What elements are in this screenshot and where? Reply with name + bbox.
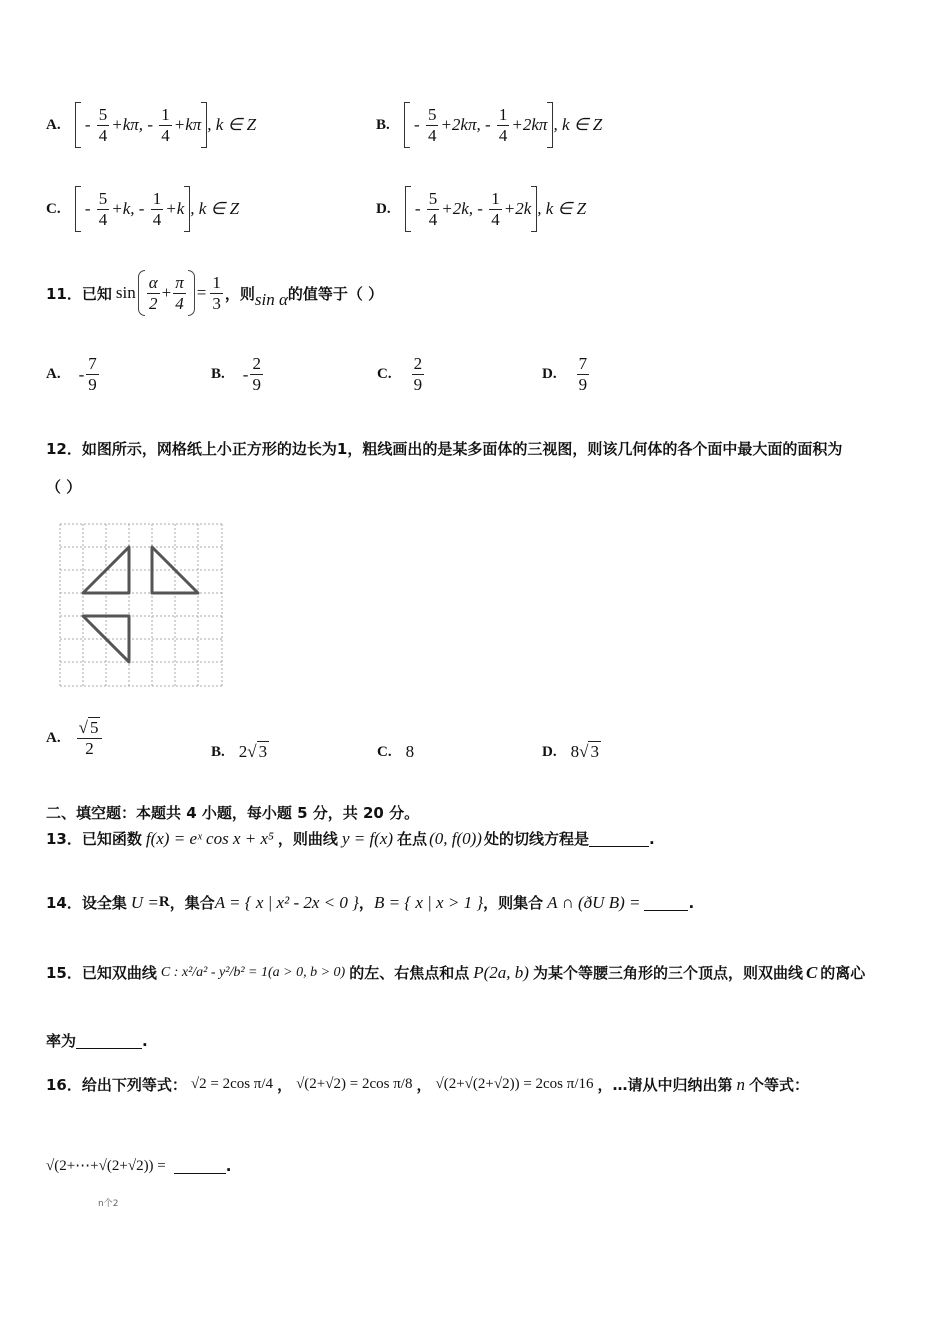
q14-prefix: 14．设全集 [46,894,127,912]
q10-option-b[interactable]: B. - $\frac{5}{4}$ +2kπ, - $\frac{1}{4}$ +2kπ , k ∈ Z [376,102,602,148]
frac-den: 2 [148,293,158,313]
equals: = [196,283,207,302]
radicand: 5 [89,718,99,737]
frac-num: 5 [428,188,438,208]
q13-prefix: 13．已知函数 [46,830,142,848]
term: +2k, [441,199,474,218]
option-label: C. [46,200,61,217]
frac-den: 4 [152,209,162,229]
tail: , k ∈ Z [207,115,257,134]
frac-num: 1 [491,188,500,208]
radicand: 3 [258,742,268,761]
q15-line2 [46,1030,148,1051]
q10-option-d[interactable]: D. - $\frac{5}{4}$ +2k, - $\frac{1}{4}$ +2k , k ∈ Z [376,186,586,232]
q11-option-a[interactable] [46,354,101,395]
frac-den: 4 [98,125,108,145]
final-expr: √(2+⋯+√(2+√2)) = [46,1158,166,1174]
option-label: B. [211,366,225,382]
sin-alpha: sin α [254,290,288,309]
sign: - [78,364,85,384]
hyperbola-eq: C : x²/a² - y²/b² = 1(a > 0, b > 0) [160,964,346,980]
frac-den: 9 [413,375,423,394]
q11-tail: 的值等于（ ） [287,284,384,303]
frac-num: 5 [98,104,108,124]
set-expr: A ∩ (ðU B) = [547,892,641,912]
tail: , k ∈ Z [190,199,240,218]
q14-then: ，则集合 [483,894,544,912]
frac-den: 4 [427,125,437,145]
answer-blank[interactable] [644,894,688,911]
curve-expr: y = f(x) [341,828,394,848]
q15 [46,962,865,983]
q16-tail: ，…请从中归纳出第 [597,1076,733,1094]
q15-mid: 的左、右焦点和点 [349,964,470,982]
equation-3: √(2+√(2+√2)) = 2cos π/16 [435,1076,594,1092]
q12-option-a[interactable]: A. $\frac{√ 5}{2}$ [46,718,104,759]
frac-num: 7 [88,354,97,373]
period: . [225,1156,232,1175]
period: . [688,893,695,912]
option-label: C. [377,366,392,382]
point-p: P(2a, b) [473,962,529,982]
q14 [46,892,694,913]
then: ，则 [224,284,255,303]
frac-den: 9 [578,375,588,394]
frac-den: 9 [88,375,97,394]
under-label: n个2 [98,1199,119,1209]
q12-stem-line2: （ ） [46,478,82,496]
three-view-figure [58,522,224,690]
frac-den: 4 [491,209,500,229]
universal-set: U = [130,892,159,912]
period: . [142,1031,148,1050]
period: . [648,829,655,848]
tail: , k ∈ Z [537,199,587,218]
term: +kπ, [111,115,144,134]
frac-num: 7 [578,354,588,373]
q15-line2-text: 率为 [46,1032,77,1050]
q16-tail2: 个等式： [749,1076,810,1094]
sin: sin [115,283,136,302]
frac-num: 1 [498,104,508,124]
q11-option-c[interactable] [377,354,426,395]
q11-option-b[interactable] [211,354,265,395]
term: +k, [111,199,135,218]
q11-number: 11．已知 [46,284,112,303]
q16: 16．给出下列等式： √2 = 2cos π/4 ， √(2+√2) = 2cos π/8 ， √(2+√(2+√2)) = 2cos π/16 ，…请从中归纳出第 n 个等式： [46,1074,810,1094]
curve-c: C [805,962,818,982]
value: 8 [405,742,415,761]
option-label: C. [377,743,392,760]
frac-num: 2 [252,354,261,373]
q12-option-d[interactable]: D. 8 √ 3 [542,742,599,761]
frac-num: 5 [427,104,437,124]
sign: - [242,364,249,384]
q12-option-b[interactable]: B. 2 √ 3 [211,742,268,761]
term: +2k [503,199,532,218]
equation-2: √(2+√2) = 2cos π/8 [296,1076,413,1092]
answer-blank[interactable] [174,1157,226,1174]
frac-den: 4 [161,125,170,145]
frac-num: 1 [161,104,170,124]
option-label: D. [542,743,557,760]
frac-den: 4 [428,209,438,229]
q13-tail: 处的切线方程是 [483,830,589,848]
option-label: D. [542,366,557,382]
point-expr: (0, f(0)) [429,828,482,848]
answer-blank[interactable] [76,1032,142,1049]
frac-den: 4 [98,209,108,229]
set-b: B = { x | x > 1 } [373,892,484,912]
frac-num: 1 [212,272,221,292]
q12-option-c[interactable] [377,742,414,762]
term: +2kπ [511,115,548,134]
option-label: B. [376,116,390,133]
coefficient: 2 [238,742,248,761]
q14-mid: ，集合 [169,894,215,912]
frac-den: 9 [252,375,261,394]
q12-stem-line1: 12．如图所示，网格纸上小正方形的边长为1，粗线画出的是某多面体的三视图，则该几何体的各个面中最大面的面积为 [46,440,843,458]
q15-tail2: 的离心 [820,964,866,982]
frac-den: 4 [175,293,184,313]
frac-den: 4 [498,125,508,145]
q13 [46,828,655,849]
frac-num: 1 [152,188,162,208]
q16-prefix: 16．给出下列等式： [46,1076,187,1094]
grid-lines [60,524,222,686]
frac-num: 5 [98,188,108,208]
set-a: A = { x | x² - 2x < 0 } [214,892,359,912]
frac-num: α [148,272,158,292]
n-var: n [736,1074,746,1094]
radicand: 3 [590,742,599,761]
frac-den: 3 [212,293,221,313]
option-label: A. [46,366,61,382]
term: +kπ [173,115,202,134]
q10-option-c[interactable]: C. - $\frac{5}{4}$ +k, - $\frac{1}{4}$ +k , k ∈ Z [46,186,239,232]
option-label: B. [211,743,225,760]
option-label: A. [46,116,61,133]
q15-prefix: 15．已知双曲线 [46,964,157,982]
option-label: A. [46,730,61,746]
coefficient: 8 [570,742,580,761]
answer-blank[interactable] [589,830,649,847]
q16-final [46,1156,231,1175]
tail: , k ∈ Z [553,115,603,134]
function-expr: f(x) = eˣ cos x + x⁵ [145,828,274,848]
q11-stem: 11．已知 sin $\frac{\alpha}{2}$ + $\frac{\pi}{4}$ = $\frac{1}{3}$ ，则 sin α 的值等于（ ） [46,270,383,316]
q13-at: 在点 [397,830,428,848]
frac-den: 2 [85,739,94,758]
section-title: 二、填空题：本题共 4 小题，每小题 5 分，共 20 分。 [46,804,420,822]
comma: ， [358,894,374,912]
q15-tail: 为某个等腰三角形的三个顶点，则双曲线 [532,964,803,982]
q11-option-d[interactable] [542,354,591,395]
frac-num: π [175,272,184,292]
q13-mid: ，则曲线 [277,830,338,848]
real-set: R [158,894,170,910]
q10-option-a[interactable]: A. - $\frac{5}{4}$ +kπ, - $\frac{1}{4}$ +kπ , k ∈ Z [46,102,256,148]
term: +2kπ, [440,115,481,134]
frac-num: 2 [413,354,423,373]
option-label: D. [376,200,391,217]
equation-1: √2 = 2cos π/4 [190,1076,274,1092]
term: +k [165,199,185,218]
